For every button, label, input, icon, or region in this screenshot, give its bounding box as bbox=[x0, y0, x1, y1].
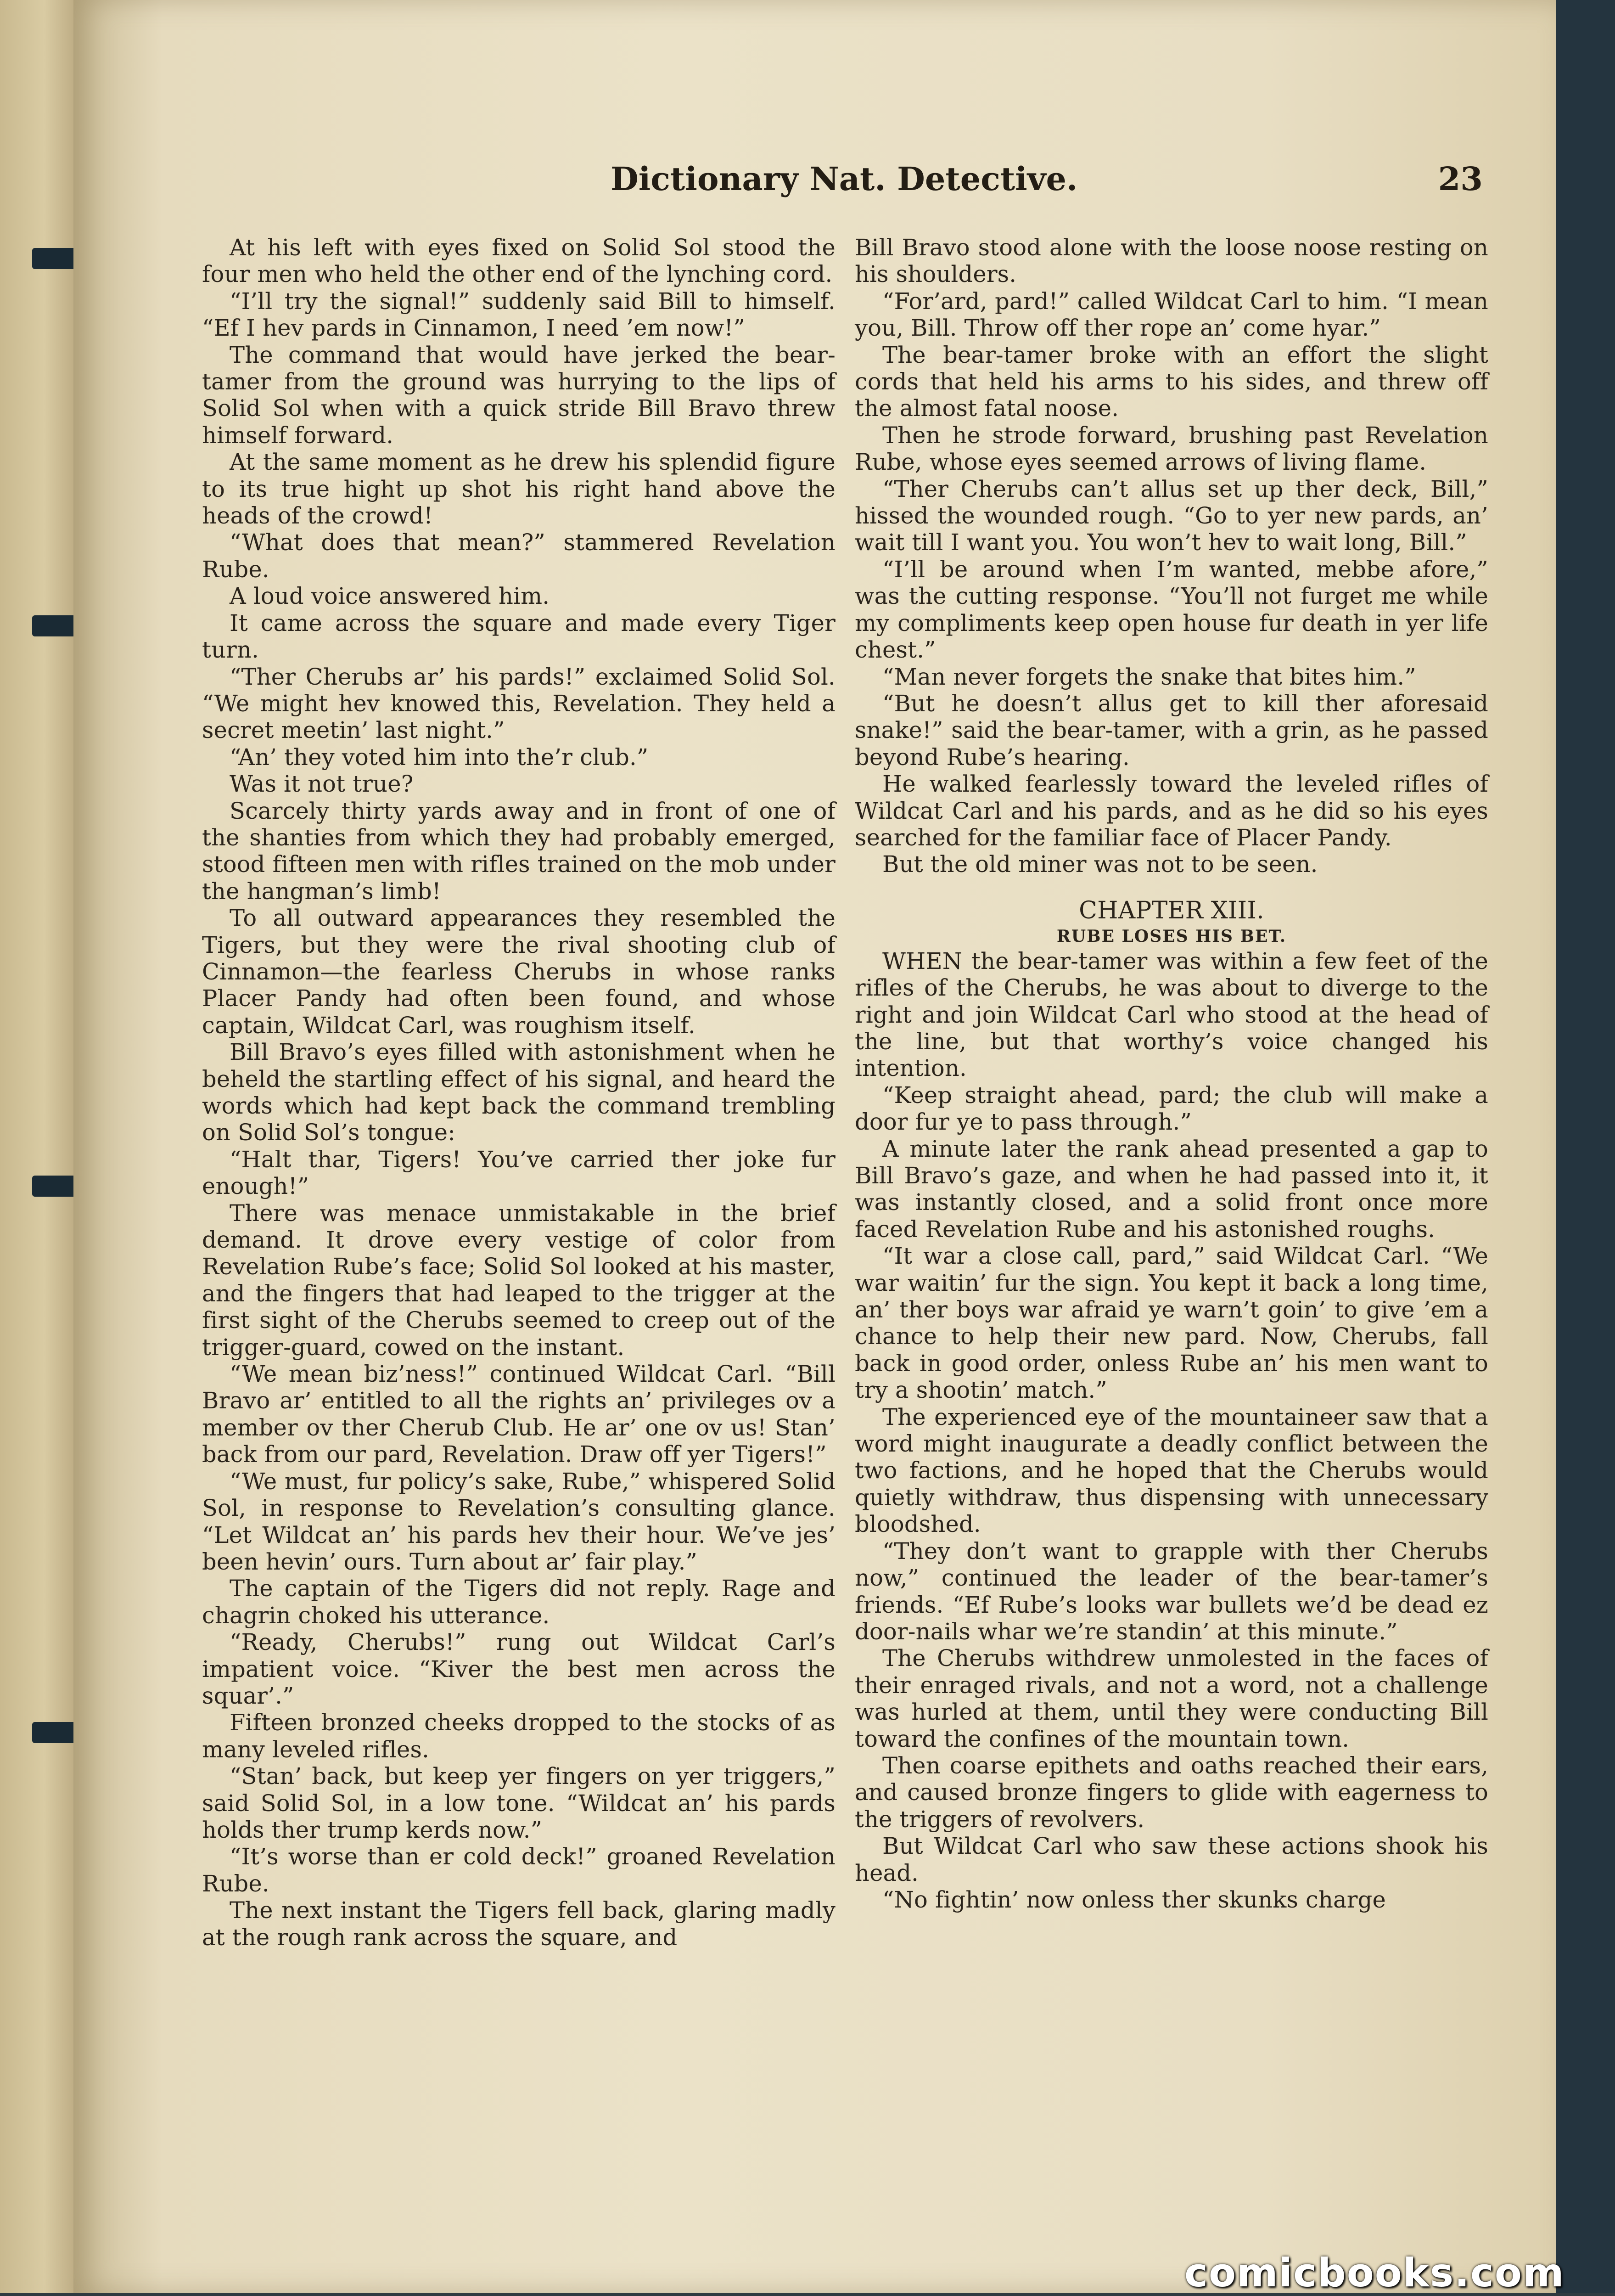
paragraph: To all outward appearances they resembled the Tigers, but they were the rival shooting club of Cinnamon—the fearless Cherubs in whose ranks Placer Pandy had often been found, and whose captain, Wildcat Carl, was roughism itself. bbox=[202, 905, 836, 1039]
paragraph: “What does that mean?” stammered Revelation Rube. bbox=[202, 529, 836, 583]
paragraph: Bill Bravo’s eyes filled with astonishment when he beheld the startling effect of his signal, and heard the words which had kept back the command trembling on Solid Sol’s tongue: bbox=[202, 1039, 836, 1146]
paragraph: “We mean biz’ness!” continued Wildcat Carl. “Bill Bravo ar’ entitled to all the rights an’ privileges ov a member ov ther Cherub Club. He ar’ one ov us! Stan’ back from our pard, Revelation. Draw off yer Tigers!” bbox=[202, 1361, 836, 1468]
paragraph: Then coarse epithets and oaths reached their ears, and caused bronze fingers to glide with eagerness to the triggers of revolvers. bbox=[855, 1752, 1488, 1833]
paragraph: “Stan’ back, but keep yer fingers on yer triggers,” said Solid Sol, in a low tone. “Wildcat an’ his pards holds ther trump kerds now.” bbox=[202, 1763, 836, 1843]
paragraph: The experienced eye of the mountaineer saw that a word might inaugurate a deadly conflict between the two factions, and he hoped that the Cherubs would quietly withdraw, thus dispensing with unnecessary bloodshed. bbox=[855, 1403, 1488, 1538]
paragraph: “But he doesn’t allus get to kill ther aforesaid snake!” said the bear-tamer, with a grin, as he passed beyond Rube’s hearing. bbox=[855, 690, 1488, 771]
paragraph: A minute later the rank ahead presented a gap to Bill Bravo’s gaze, and when he had passed into it, it was instantly closed, and a solid front once more faced Revelation Rube and his astonished roughs. bbox=[855, 1135, 1488, 1243]
paragraph: WHEN the bear-tamer was within a few feet of the rifles of the Cherubs, he was about to diverge to the right and join Wildcat Carl who stood at the head of the line, but that worthy’s voice changed his intention. bbox=[855, 947, 1488, 1082]
paragraph: The bear-tamer broke with an effort the slight cords that held his arms to his sides, and threw off the almost fatal noose. bbox=[855, 341, 1488, 422]
paragraph: “I’ll try the signal!” suddenly said Bill to himself. “Ef I hev pards in Cinnamon, I need ’em now!” bbox=[202, 287, 836, 342]
paragraph: The captain of the Tigers did not reply. Rage and chagrin choked his utterance. bbox=[202, 1575, 836, 1629]
paragraph: “An’ they voted him into the’r club.” bbox=[230, 743, 649, 771]
paragraph: “For’ard, pard!” called Wildcat Carl to him. “I mean you, Bill. Throw off ther rope an’ come hyar.” bbox=[855, 287, 1488, 342]
paragraph: “No fightin’ now onless ther skunks charge bbox=[882, 1886, 1386, 1913]
paragraph: Bill Bravo stood alone with the loose noose resting on his shoulders. bbox=[855, 234, 1488, 288]
paragraph: He walked fearlessly toward the leveled rifles of Wildcat Carl and his pards, and as he did so his eyes searched for the familiar face of Placer Pandy. bbox=[855, 771, 1488, 851]
paragraph: “Ther Cherubs can’t allus set up ther deck, Bill,” hissed the wounded rough. “Go to yer new pards, an’ wait till I want you. You won’t hev to wait long, Bill.” bbox=[855, 475, 1488, 556]
paragraph: “Ther Cherubs ar’ his pards!” exclaimed Solid Sol. “We might hev knowed this, Revelation. They held a secret meetin’ last night.” bbox=[202, 663, 836, 744]
paragraph: “It’s worse than er cold deck!” groaned Revelation Rube. bbox=[202, 1843, 836, 1897]
paragraph: “I’ll be around when I’m wanted, mebbe afore,” was the cutting response. “You’ll not furget me while my compliments keep open house fur death in yer life chest.” bbox=[855, 556, 1488, 664]
paragraph: A loud voice answered him. bbox=[230, 583, 550, 610]
paragraph: It came across the square and made every Tiger turn. bbox=[202, 609, 836, 664]
paragraph: At the same moment as he drew his splendid figure to its true hight up shot his right hand above the heads of the crowd! bbox=[202, 449, 836, 529]
right-column bbox=[855, 234, 1488, 1913]
paragraph: Fifteen bronzed cheeks dropped to the stocks of as many leveled rifles. bbox=[202, 1709, 836, 1763]
paragraph: Was it not true? bbox=[230, 771, 414, 798]
scan-background bbox=[1556, 0, 1615, 2293]
paragraph: “Keep straight ahead, pard; the club will make a door fur ye to pass through.” bbox=[855, 1081, 1488, 1136]
paragraph: The command that would have jerked the bear-tamer from the ground was hurrying to the lips of Solid Sol when with a quick stride Bill Bravo threw himself forward. bbox=[202, 341, 836, 449]
chapter-heading: CHAPTER XIII. bbox=[1079, 896, 1264, 924]
paragraph: “It war a close call, pard,” said Wildcat Carl. “We war waitin’ fur the sign. You kept it back a long time, an’ ther boys war afraid ye warn’t goin’ to give ’em a chance to help their new pard. Now, Cherubs, fall back in good order, onless Rube an’ his men want to try a shootin’ match.” bbox=[855, 1243, 1488, 1404]
page-number: 23 bbox=[1438, 160, 1483, 198]
paragraph: There was menace unmistakable in the brief demand. It drove every vestige of color from Revelation Rube’s face; Solid Sol looked at his master, and the fingers that had leaped to the trigger at the first sight of the Cherubs seemed to creep out of the trigger-guard, cowed on the instant. bbox=[202, 1199, 836, 1361]
running-title: Dictionary Nat. Detective. bbox=[611, 160, 1078, 198]
left-column bbox=[202, 234, 836, 1951]
paragraph: The next instant the Tigers fell back, glaring madly at the rough rank across the square, and bbox=[202, 1897, 836, 1951]
paragraph: At his left with eyes fixed on Solid Sol stood the four men who held the other end of the lynching cord. bbox=[202, 234, 836, 288]
paragraph: “Man never forgets the snake that bites him.” bbox=[882, 663, 1416, 690]
watermark: comicbooks.com bbox=[1184, 2250, 1565, 2296]
chapter-title: RUBE LOSES HIS BET. bbox=[1056, 926, 1287, 946]
paragraph: Scarcely thirty yards away and in front of one of the shanties from which they had probably emerged, stood fifteen men with rifles trained on the mob under the hangman’s limb! bbox=[202, 797, 836, 905]
running-header bbox=[542, 156, 1497, 207]
paragraph: “They don’t want to grapple with ther Cherubs now,” continued the leader of the bear-tamer’s friends. “Ef Rube’s looks war bullets we’d be dead ez door-nails whar we’re standin’ at this minute.” bbox=[855, 1537, 1488, 1645]
paragraph: “Halt thar, Tigers! You’ve carried ther joke fur enough!” bbox=[202, 1146, 836, 1200]
paragraph: “Ready, Cherubs!” rung out Wildcat Carl’s impatient voice. “Kiver the best men across the squar’.” bbox=[202, 1629, 836, 1709]
page-gutter bbox=[0, 0, 73, 2293]
paragraph: “We must, fur policy’s sake, Rube,” whispered Solid Sol, in response to Revelation’s consulting glance. “Let Wildcat an’ his pards hev their hour. We’ve jes’ been hevin’ ours. Turn about ar’ fair play.” bbox=[202, 1468, 836, 1575]
paragraph: The Cherubs withdrew unmolested in the faces of their enraged rivals, and not a word, not a challenge was hurled at them, until they were conducting Bill toward the confines of the mountain town. bbox=[855, 1645, 1488, 1752]
paragraph: But the old miner was not to be seen. bbox=[882, 851, 1318, 878]
paragraph: But Wildcat Carl who saw these actions shook his head. bbox=[855, 1833, 1488, 1886]
paragraph: Then he strode forward, brushing past Revelation Rube, whose eyes seemed arrows of living flame. bbox=[855, 422, 1488, 476]
